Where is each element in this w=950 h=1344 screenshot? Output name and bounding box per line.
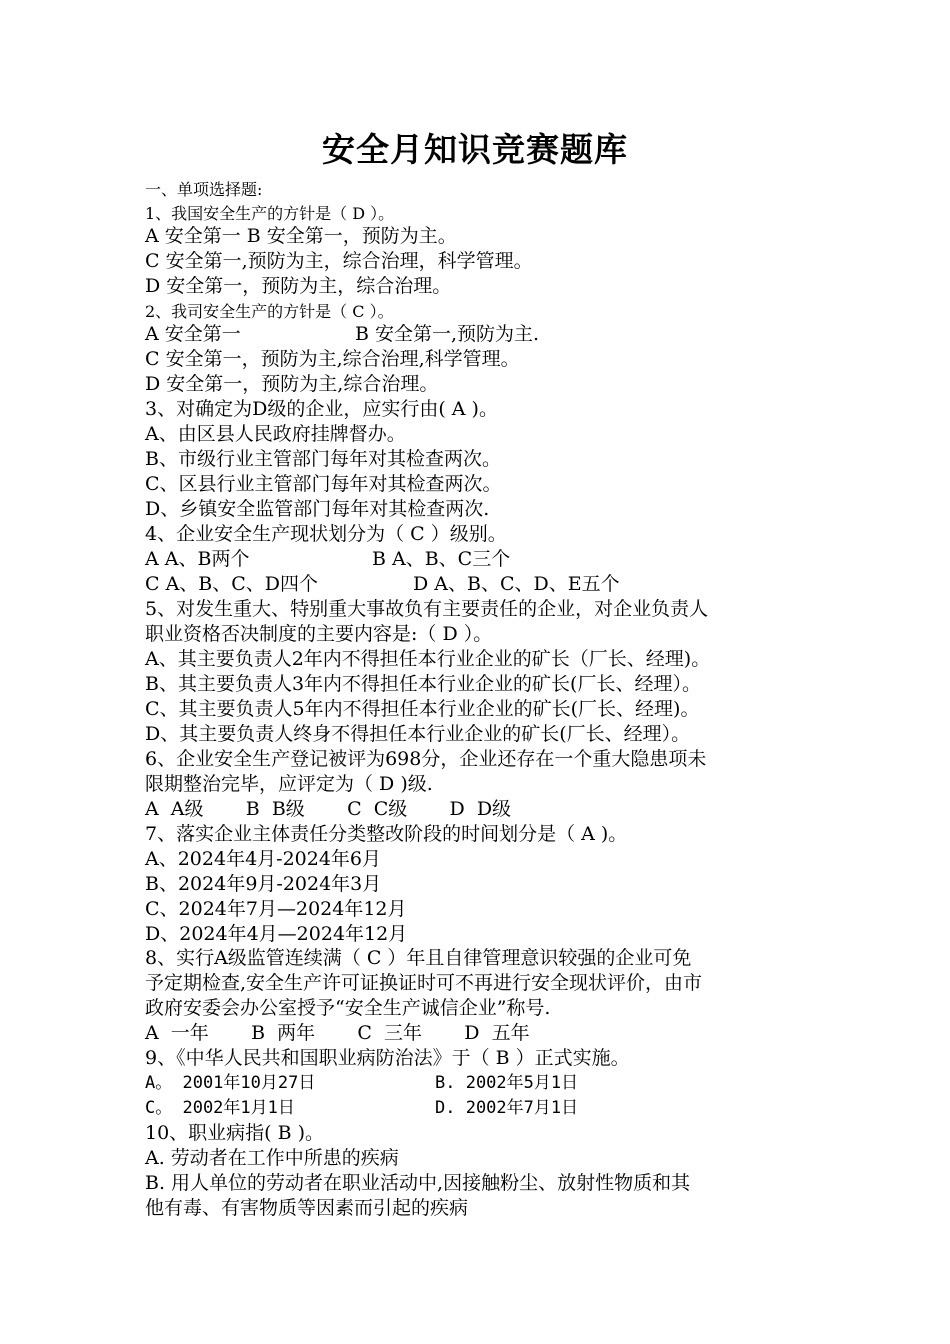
question-2-option-a: A 安全第一	[145, 323, 241, 345]
question-7-option-d: D、2024年4月—2024年12月	[145, 923, 408, 945]
question-3-option-b: B、市级行业主管部门每年对其检查两次。	[145, 448, 501, 470]
question-7-stem: 7、落实企业主体责任分类整改阶段的时间划分是（ A )。	[145, 823, 628, 845]
question-1-option-ab: A 安全第一 B 安全第一，预防为主。	[145, 225, 457, 247]
question-5-stem-line-2: 职业资格否决制度的主要内容是:（ D ）。	[145, 623, 493, 645]
question-2-stem: 2、我司安全生产的方针是（ C ）。	[145, 302, 394, 321]
question-10-option-b-line-2: 他有毒、有害物质等因素而引起的疾病	[145, 1197, 469, 1219]
question-3-stem: 3、对确定为D级的企业，应实行由( A )。	[145, 398, 498, 420]
question-3-option-d: D、乡镇安全监管部门每年对其检查两次.	[145, 498, 490, 520]
question-8-stem-line-2: 予定期检查,安全生产许可证换证时可不再进行安全现状评价，由市	[145, 972, 703, 994]
question-4-option-b: B A、B、C三个	[372, 548, 511, 570]
question-8-options: A 一年 B 两年 C 三年 D 五年	[145, 1022, 530, 1044]
question-7-option-a: A、2024年4月-2024年6月	[145, 848, 382, 870]
question-9-option-d: D. 2002年7月1日	[435, 1098, 579, 1118]
question-4-option-c: C A、B、C、D四个	[145, 573, 319, 595]
question-10-stem: 10、职业病指( B )。	[145, 1122, 325, 1144]
question-5-stem-line-1: 5、对发生重大、特别重大事故负有主要责任的企业，对企业负责人	[145, 598, 709, 620]
question-9-option-c: C。 2002年1月1日	[145, 1098, 295, 1118]
question-2-option-c: C 安全第一，预防为主,综合治理,科学管理。	[145, 348, 520, 370]
question-5-option-a: A、其主要负责人2年内不得担任本行业企业的矿长（厂长、经理)。	[145, 648, 711, 670]
question-2-option-b: B 安全第一,预防为主.	[355, 323, 540, 345]
question-2-option-d: D 安全第一，预防为主,综合治理。	[145, 373, 439, 395]
question-5-option-b: B、其主要负责人3年内不得担任本行业企业的矿长(厂长、经理）。	[145, 673, 701, 695]
question-9-option-b: B. 2002年5月1日	[435, 1073, 579, 1093]
question-7-option-c: C、2024年7月—2024年12月	[145, 898, 407, 920]
question-6-options: A A级 B B级 C C级 D D级	[145, 798, 512, 820]
question-5-option-d: D、其主要负责人终身不得担任本行业企业的矿长(厂长、经理）。	[145, 723, 691, 745]
question-6-stem-line-2: 限期整治完毕，应评定为（ D )级.	[145, 773, 433, 795]
question-9-stem: 9、《中华人民共和国职业病防治法》于（ B ）正式实施。	[145, 1047, 630, 1069]
question-4-option-d: D A、B、C、D、E五个	[413, 573, 620, 595]
question-10-option-b-line-1: B. 用人单位的劳动者在职业活动中,因接触粉尘、放射性物质和其	[145, 1172, 691, 1194]
question-7-option-b: B、2024年9月-2024年3月	[145, 873, 382, 895]
question-1-stem: 1、我国安全生产的方针是（ D ）。	[145, 204, 395, 223]
question-8-stem-line-1: 8、实行A级监管连续满（ C ）年且自律管理意识较强的企业可免	[145, 947, 692, 969]
question-3-option-c: C、区县行业主管部门每年对其检查两次。	[145, 473, 502, 495]
question-5-option-c: C、其主要负责人5年内不得担任本行业企业的矿长(厂长、经理)。	[145, 698, 700, 720]
question-4-stem: 4、企业安全生产现状划分为（ C ）级别。	[145, 523, 507, 545]
question-10-option-a: A. 劳动者在工作中所患的疾病	[145, 1147, 399, 1169]
section-heading: 一、单项选择题:	[145, 180, 263, 199]
question-9-option-a: A。 2001年10月27日	[145, 1073, 316, 1093]
question-1-option-c: C 安全第一,预防为主，综合治理，科学管理。	[145, 250, 533, 272]
question-4-option-a: A A、B两个	[145, 548, 250, 570]
question-3-option-a: A、由区县人民政府挂牌督办。	[145, 423, 406, 445]
page-title: 安全月知识竞赛题库	[322, 130, 628, 169]
question-8-stem-line-3: 政府安委会办公室授予“安全生产诚信企业”称号.	[145, 997, 551, 1019]
question-6-stem-line-1: 6、企业安全生产登记被评为698分，企业还存在一个重大隐患项未	[145, 748, 707, 770]
question-1-option-d: D 安全第一，预防为主，综合治理。	[145, 275, 452, 297]
